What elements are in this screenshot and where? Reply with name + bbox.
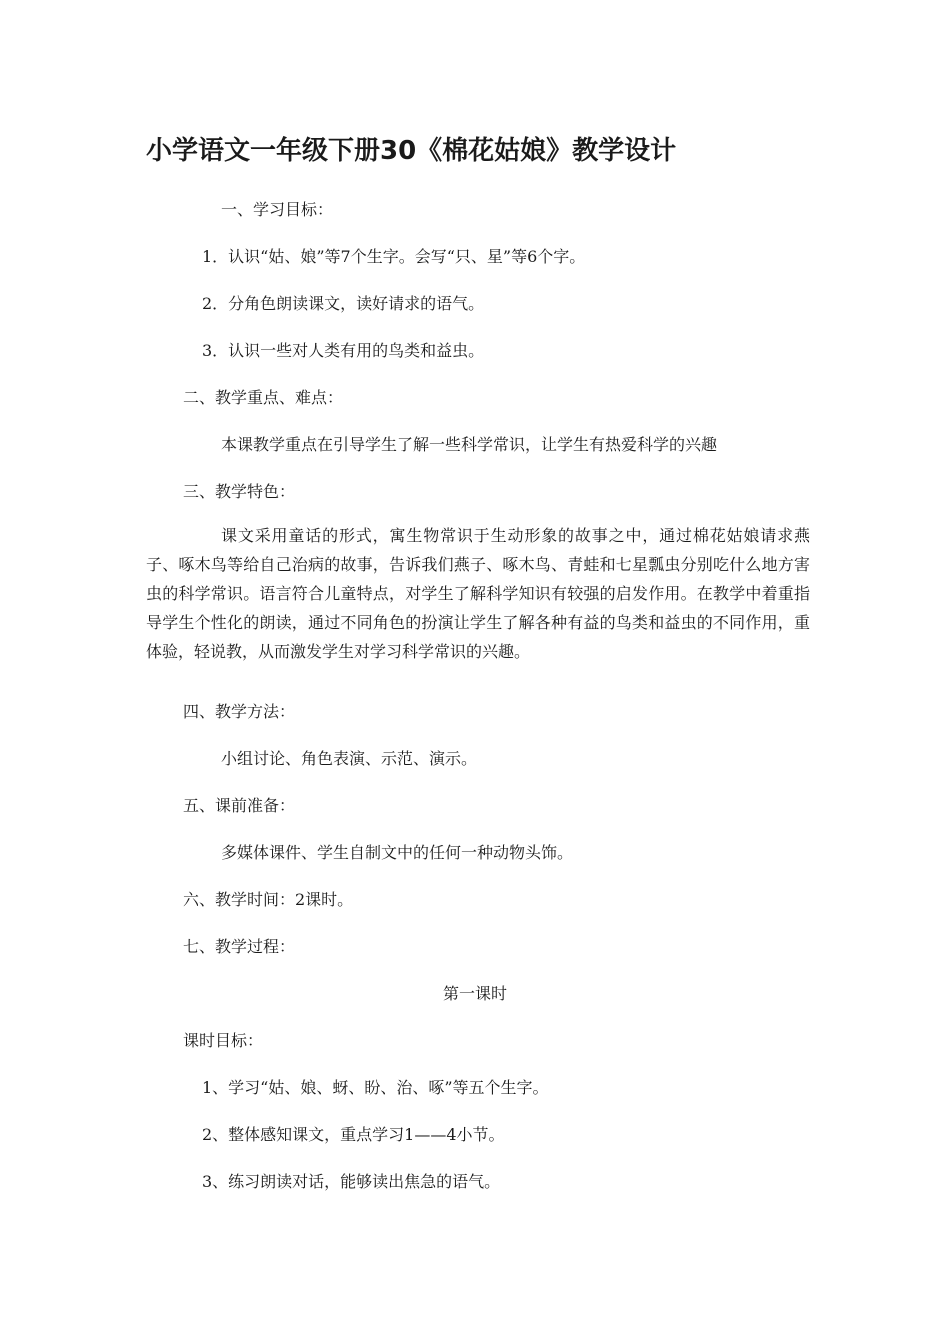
methods-text: 小组讨论、角色表演、示范、演示。 <box>221 749 478 768</box>
time-text: 六、教学时间：2课时。 <box>183 890 354 909</box>
document-title: 小学语文一年级下册30《棉花姑娘》教学设计 <box>146 136 677 166</box>
session-goal-item: 2、整体感知课文，重点学习1——4小节。 <box>202 1125 505 1144</box>
session-goals-heading: 课时目标： <box>183 1031 264 1050</box>
features-heading: 三、教学特色： <box>183 482 296 501</box>
goal-item: 1．认识“姑、娘”等7个生字。会写“只、星”等6个字。 <box>202 247 586 266</box>
preparation-heading: 五、课前准备： <box>183 796 296 815</box>
features-paragraph: 课文采用童话的形式，寓生物常识于生动形象的故事之中，通过棉花姑娘请求燕子、啄木鸟等给自己治病的故事，告诉我们燕子、啄木鸟、青蛙和七星瓢虫分别吃什么地方害虫的科学常识。语言符合儿童特点，对学生了解科学知识有较强的启发作用。在教学中着重指导学生个性化的朗读，通过不同角色的扮演让学生了解各种有益的鸟类和益虫的不同作用，重体验，轻说教，从而激发学生对学习科学常识的兴趣。 <box>146 526 810 661</box>
goal-item: 2．分角色朗读课文，读好请求的语气。 <box>202 294 485 313</box>
session-goal-item: 3、练习朗读对话，能够读出焦急的语气。 <box>202 1172 501 1191</box>
key-points-heading: 二、教学重点、难点： <box>183 388 344 407</box>
session-goal-item: 1、学习“姑、娘、蚜、盼、治、啄”等五个生字。 <box>202 1078 549 1097</box>
methods-heading: 四、教学方法： <box>183 702 296 721</box>
session-title: 第一课时 <box>442 984 507 1003</box>
goals-heading: 一、学习目标： <box>221 200 334 219</box>
key-points-text: 本课教学重点在引导学生了解一些科学常识，让学生有热爱科学的兴趣 <box>221 435 718 454</box>
preparation-text: 多媒体课件、学生自制文中的任何一种动物头饰。 <box>221 843 574 862</box>
goal-item: 3．认识一些对人类有用的鸟类和益虫。 <box>202 341 485 360</box>
process-heading: 七、教学过程： <box>183 937 296 956</box>
